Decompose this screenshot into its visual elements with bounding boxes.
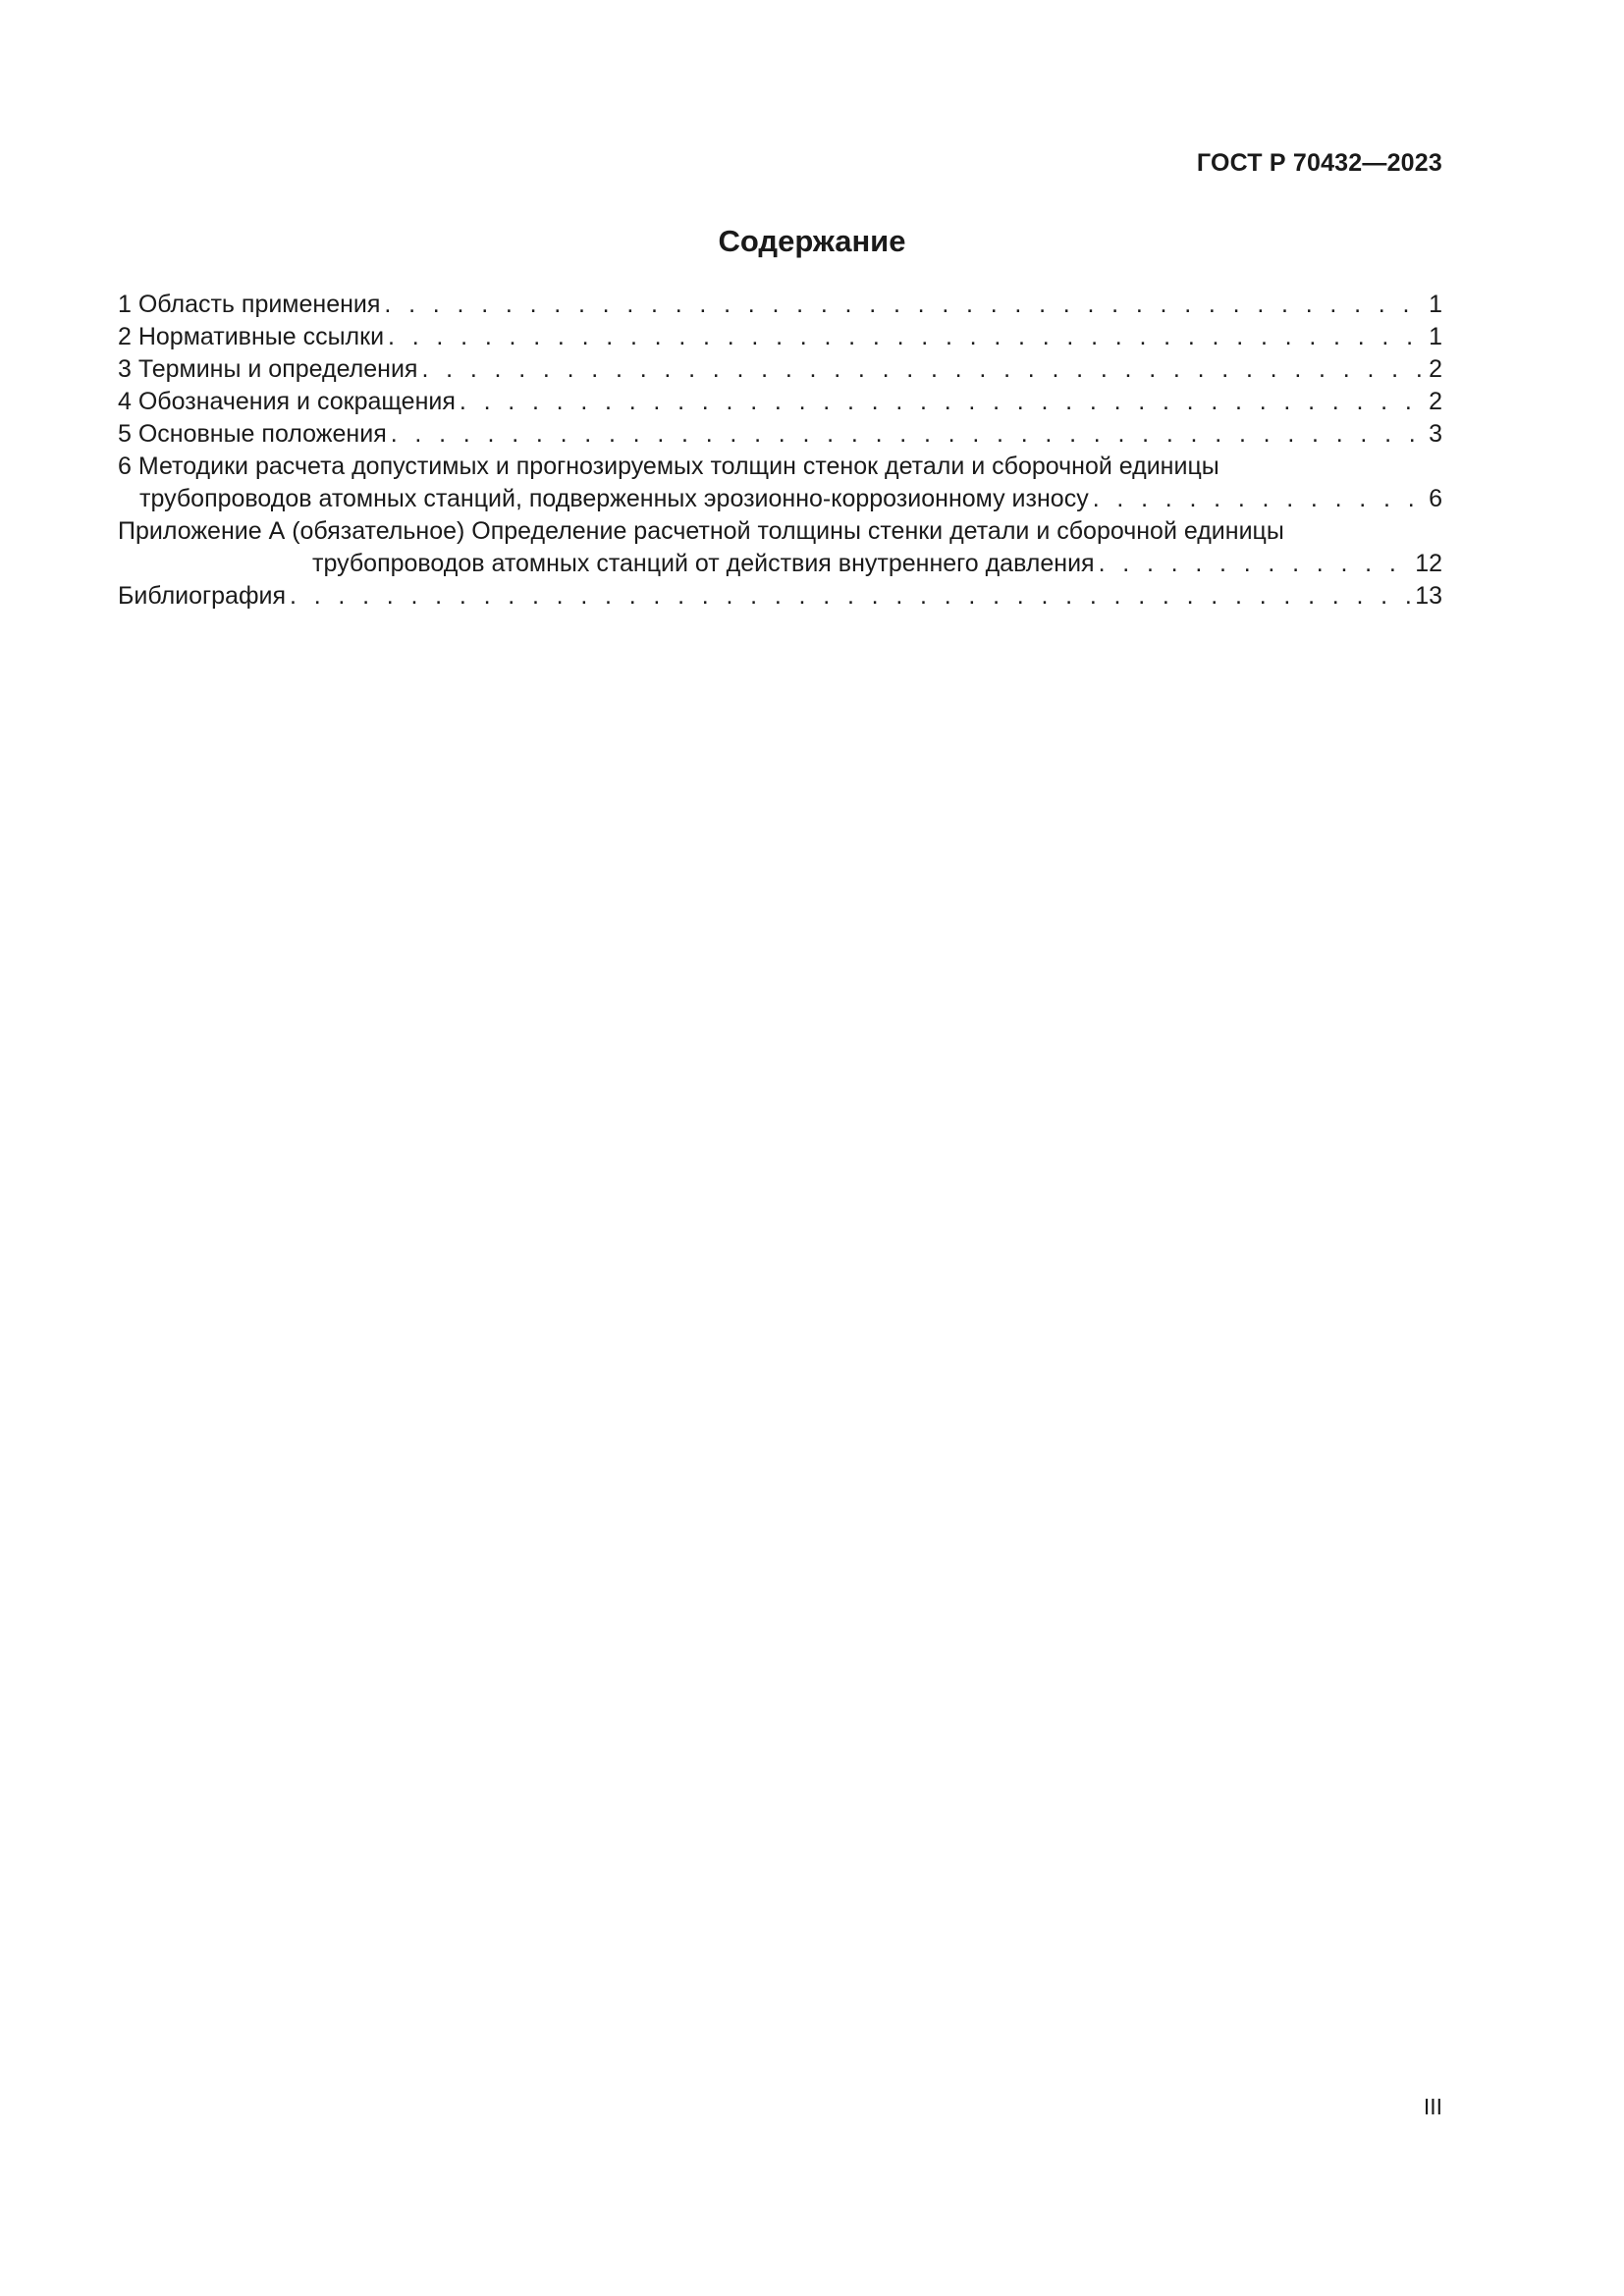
toc-title: Содержание [718,224,906,258]
toc-entry-label: 3 Термины и определения [118,355,418,383]
toc-entry-normative-references[interactable] [118,321,1442,353]
toc-entry-page: 1 [1429,323,1442,350]
toc-entry-label-continuation: трубопроводов атомных станций от действия внутреннего давления [312,550,1095,577]
table-of-contents [118,289,1442,613]
toc-entry-label: 4 Обозначения и сокращения [118,388,456,415]
toc-dot-leader [1099,548,1412,580]
document-id: ГОСТ Р 70432—2023 [1196,149,1442,177]
toc-dot-leader [421,353,1425,386]
toc-entry-label: 2 Нормативные ссылки [118,323,385,350]
toc-entry-page: 1 [1429,291,1442,318]
toc-entry-page: 2 [1429,355,1442,383]
toc-entry-methods-first-line[interactable] [118,451,1442,483]
toc-entry-appendix-a-first-line[interactable] [118,515,1442,548]
toc-entry-page: 3 [1429,420,1442,448]
toc-entry-scope[interactable] [118,289,1442,321]
toc-entry-page: 12 [1415,550,1442,577]
toc-entry-label: 6 Методики расчета допустимых и прогнозируемых толщин стенок детали и сборочной единицы [118,453,1219,480]
toc-dot-leader [460,386,1425,418]
toc-entry-page: 2 [1429,388,1442,415]
toc-entry-basic-provisions[interactable] [118,418,1442,451]
toc-dot-leader [391,418,1425,451]
toc-entry-bibliography[interactable] [118,580,1442,613]
toc-entry-label: Приложение А (обязательное) Определение расчетной толщины стенки детали и сборочной единицы [118,517,1284,545]
toc-entry-appendix-a-continuation[interactable] [118,548,1442,580]
toc-dot-leader [290,580,1411,613]
toc-entry-methods-continuation[interactable] [118,483,1442,515]
toc-entry-label: 5 Основные положения [118,420,387,448]
toc-dot-leader [384,289,1425,321]
toc-entry-page: 6 [1429,485,1442,512]
toc-entry-terms[interactable] [118,353,1442,386]
toc-entry-page: 13 [1415,582,1442,610]
toc-entry-label: 1 Область применения [118,291,381,318]
toc-entry-label: Библиография [118,582,287,610]
toc-dot-leader [388,321,1425,353]
page-number: III [1423,2094,1442,2119]
toc-entry-abbreviations[interactable] [118,386,1442,418]
toc-dot-leader [1093,483,1425,515]
toc-entry-label-continuation: трубопроводов атомных станций, подверженных эрозионно-коррозионному износу [139,485,1089,512]
